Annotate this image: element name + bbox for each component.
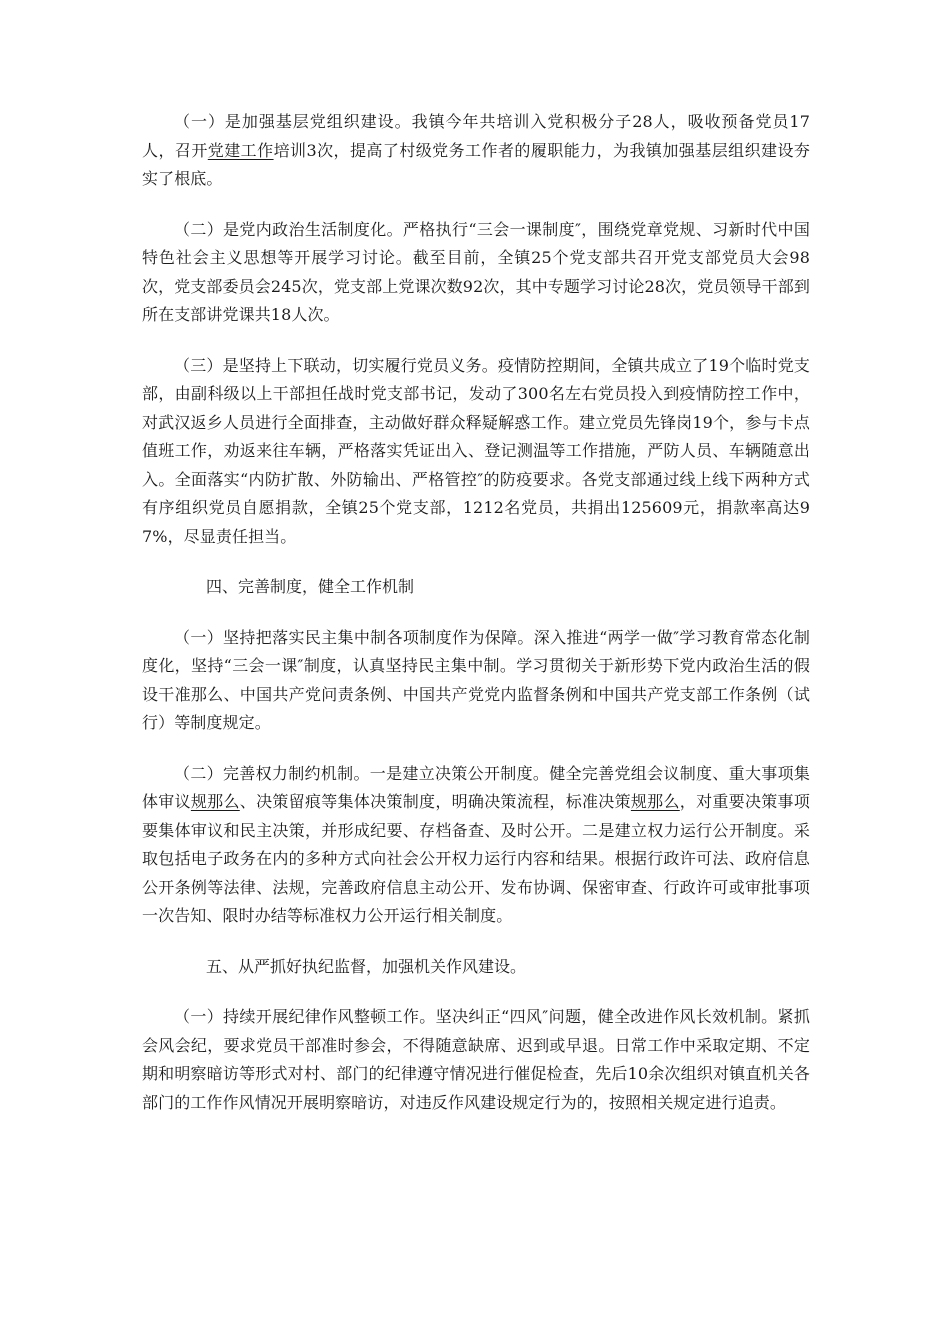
rules-link-1[interactable]: 规那么 — [190, 792, 240, 811]
paragraph-text: ，对重要决策事项要集体审议和民主决策，并形成纪要、存档备查、及时公开。二是建立权力运行公开制度。采取包括电子政务在内的多种方式向社会公开权力运行内容和结果。根据行政许可法、政府信息公开条例等法律、法规，完善政府信息主动公开、发布协调、保密审查、行政许可或审批事项一次告知、限时办结等标准权力公开运行相关制度。 — [142, 792, 810, 925]
paragraph-political-life: （二）是党内政治生活制度化。严格执行“三会一课制度″，围绕党章党规、习新时代中国特色社会主义思想等开展学习讨论。截至目前，全镇25个党支部共召开党支部党员大会98次，党支部委员会245次，党支部上党课次数92次，其中专题学习讨论28次，党员领导干部到所在支部讲党课共18人次。 — [142, 219, 810, 324]
section-heading-5: 五、从严抓好执纪监督，加强机关作风建设。 — [206, 956, 527, 976]
rules-link-2[interactable]: 规那么 — [630, 792, 680, 811]
paragraph-party-building — [142, 108, 810, 194]
paragraph-text: 、决策留痕等集体决策制度，明确决策流程，标准决策 — [239, 792, 631, 811]
paragraph-power-restriction — [142, 760, 810, 931]
paragraph-democratic-centralism: （一）坚持把落实民主集中制各项制度作为保障。深入推进“两学一做″学习教育常态化制度化，坚持“三会一课″制度，认真坚持民主集中制。学习贯彻关于新形势下党内政治生活的假设干准那么、中国共产党问责条例、中国共产党党内监督条例和中国共产党支部工作条例（试行）等制度规定。 — [142, 627, 810, 732]
paragraph-text: 培训3次，提高了村级党务工作者的履职能力，为我镇加强基层组织建设夯实了根底。 — [142, 140, 811, 188]
section-heading-4: 四、完善制度，健全工作机制 — [206, 577, 415, 596]
party-building-link[interactable]: 党建工作 — [207, 140, 274, 160]
paragraph-discipline: （一）持续开展纪律作风整顿工作。坚决纠正“四风″问题，健全改进作风长效机制。紧抓会风会纪，要求党员干部准时参会，不得随意缺席、迟到或早退。日常工作中采取定期、不定期和明察暗访等形式对村、部门的纪律遵守情况进行催促检查，先后10余次组织对镇直机关各部门的工作作风情况开展明察暗访，对违反作风建设规定行为的，按照相关规定进行追责。 — [142, 1007, 810, 1112]
document-page — [142, 108, 810, 1139]
paragraph-text: （一）是加强基层党组织建设。我镇今年共培训入党积极分子28人，吸收预备党员17人，召开 — [142, 112, 810, 160]
paragraph-epidemic-response: （三）是坚持上下联动，切实履行党员义务。疫情防控期间，全镇共成立了19个临时党支部，由副科级以上干部担任战时党支部书记，发动了300名左右党员投入到疫情防控工作中，对武汉返乡人员进行全面排查，主动做好群众释疑解惑工作。建立党员先锋岗19个，参与卡点值班工作，劝返来往车辆，严格落实凭证出入、登记测温等工作措施，严防人员、车辆随意出入。全面落实“内防扩散、外防输出、严格管控″的防疫要求。各党支部通过线上线下两种方式有序组织党员自愿捐款，全镇25个党支部，1212名党员，共捐出125609元，捐款率高达97%，尽显责任担当。 — [142, 355, 810, 546]
paragraph-text: （二）完善权力制约机制。一是建立决策公开制度。健全完善党组会议制度、重大事项集体审议 — [142, 763, 810, 811]
